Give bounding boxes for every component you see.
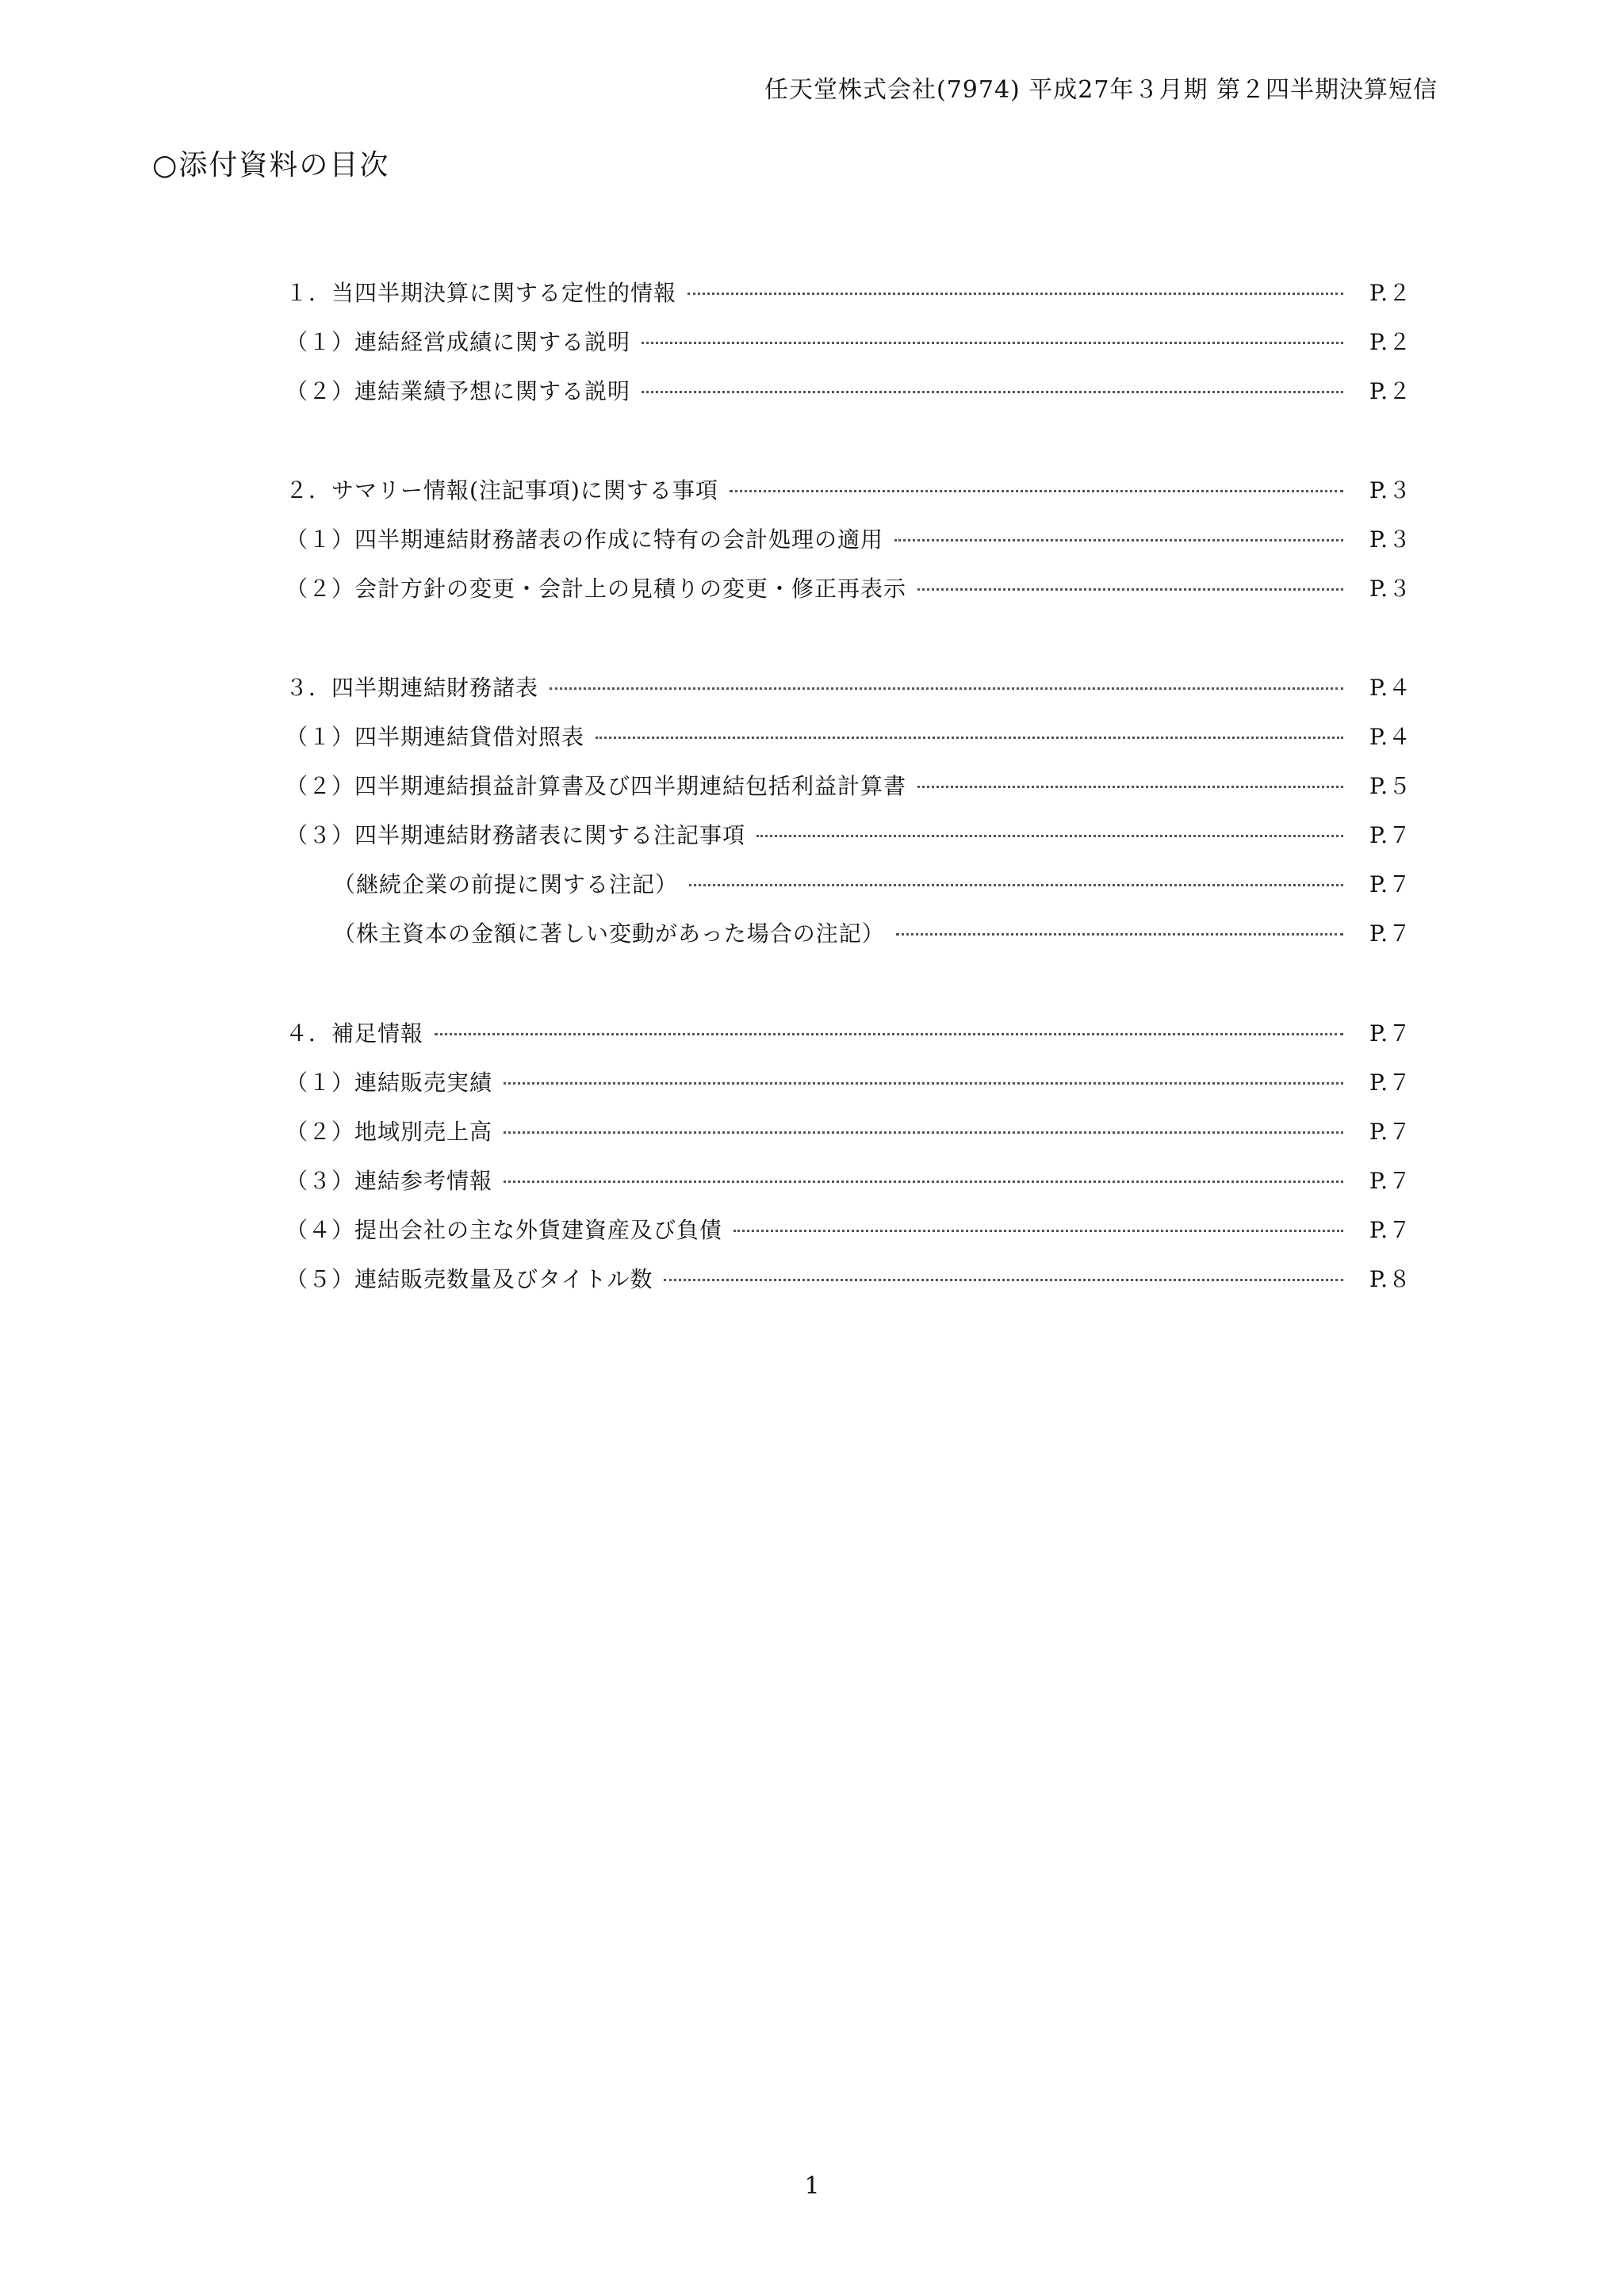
toc-entry-label: （２）地域別売上高 — [285, 1119, 493, 1145]
toc-entry-page: P.２ — [1369, 329, 1411, 355]
toc-entry-3-3-a — [333, 867, 1411, 899]
dot-leader — [504, 1082, 1343, 1085]
toc-entry-page: P.３ — [1369, 477, 1411, 503]
toc-entry-label: （２）会計方針の変更・会計上の見積りの変更・修正再表示 — [285, 576, 907, 602]
toc-entry-1-2 — [285, 374, 1411, 406]
toc-entry-page: P.３ — [1369, 576, 1411, 602]
toc-entry-label: （継続企業の前提に関する注記） — [333, 871, 679, 897]
dot-leader — [550, 687, 1343, 690]
dot-leader — [642, 342, 1343, 344]
toc-entry-page: P.４ — [1369, 724, 1411, 750]
toc-entry-section-3 — [285, 671, 1411, 702]
toc-entry-page: P.２ — [1369, 280, 1411, 306]
dot-leader — [435, 1033, 1343, 1035]
dot-leader — [689, 884, 1343, 886]
toc-entry-4-1 — [285, 1066, 1411, 1097]
toc-entry-page: P.２ — [1369, 378, 1411, 404]
toc-entry-label: （１）連結販売実績 — [285, 1070, 493, 1096]
dot-leader — [664, 1279, 1343, 1281]
toc-entry-label: ４．補足情報 — [285, 1020, 424, 1047]
dot-leader — [730, 490, 1343, 492]
dot-leader — [917, 786, 1343, 788]
toc-entry-label: １．当四半期決算に関する定性的情報 — [285, 280, 677, 306]
toc-entry-label: （４）提出会社の主な外貨建資産及び負債 — [285, 1217, 723, 1243]
dot-leader — [504, 1181, 1343, 1183]
toc-entry-label: （１）四半期連結貸借対照表 — [285, 724, 585, 750]
dot-leader — [642, 391, 1343, 393]
page-number: 1 — [804, 2172, 820, 2200]
dot-leader — [596, 737, 1343, 739]
toc-entry-label: ２．サマリー情報(注記事項)に関する事項 — [285, 477, 718, 503]
toc-entry-label: （３）四半期連結財務諸表に関する注記事項 — [285, 822, 746, 848]
toc-entry-3-3 — [285, 818, 1411, 850]
toc-entry-page: P.７ — [1369, 822, 1411, 848]
toc-entry-label: （１）四半期連結財務諸表の作成に特有の会計処理の適用 — [285, 526, 884, 553]
toc-entry-section-2 — [285, 473, 1411, 505]
dot-leader — [917, 588, 1343, 591]
toc-entry-label: （３）連結参考情報 — [285, 1168, 493, 1194]
toc-entry-page: P.８ — [1369, 1266, 1411, 1292]
toc-entry-1-1 — [285, 325, 1411, 357]
toc-entry-page: P.７ — [1369, 1168, 1411, 1194]
dot-leader — [894, 539, 1343, 541]
toc-entry-3-3-b — [333, 916, 1411, 948]
toc-entry-page: P.７ — [1369, 871, 1411, 897]
toc-entry-page: P.４ — [1369, 675, 1411, 701]
toc-entry-label: （２）四半期連結損益計算書及び四半期連結包括利益計算書 — [285, 773, 907, 799]
toc-entry-page: P.７ — [1369, 1217, 1411, 1243]
toc-entry-2-2 — [285, 572, 1411, 603]
toc-entry-2-1 — [285, 522, 1411, 554]
toc-entry-4-3 — [285, 1164, 1411, 1196]
toc-entry-3-2 — [285, 769, 1411, 801]
toc-entry-section-1 — [285, 276, 1411, 308]
toc-entry-label: （５）連結販売数量及びタイトル数 — [285, 1266, 653, 1292]
toc-entry-page: P.５ — [1369, 773, 1411, 799]
toc-entry-label: （株主資本の金額に著しい変動があった場合の注記） — [333, 920, 885, 947]
toc-entry-page: P.７ — [1369, 1119, 1411, 1145]
toc-entry-4-2 — [285, 1115, 1411, 1146]
toc-entry-page: P.３ — [1369, 526, 1411, 553]
toc-entry-label: （２）連結業績予想に関する説明 — [285, 378, 631, 404]
toc-entry-label: ３．四半期連結財務諸表 — [285, 675, 539, 701]
toc-entry-4-5 — [285, 1262, 1411, 1294]
toc-entry-section-4 — [285, 1016, 1411, 1048]
toc-entry-3-1 — [285, 720, 1411, 752]
page-title: ○添付資料の目次 — [152, 149, 390, 182]
dot-leader — [896, 933, 1343, 936]
document-header: 任天堂株式会社(7974) 平成27年３月期 第２四半期決算短信 — [764, 76, 1438, 104]
toc-entry-page: P.７ — [1369, 1020, 1411, 1047]
dot-leader — [756, 835, 1343, 837]
dot-leader — [733, 1230, 1343, 1232]
toc-entry-page: P.７ — [1369, 920, 1411, 947]
toc-entry-page: P.７ — [1369, 1070, 1411, 1096]
toc-entry-4-4 — [285, 1213, 1411, 1245]
toc-entry-label: （１）連結経営成績に関する説明 — [285, 329, 631, 355]
dot-leader — [504, 1131, 1343, 1134]
dot-leader — [688, 293, 1343, 295]
